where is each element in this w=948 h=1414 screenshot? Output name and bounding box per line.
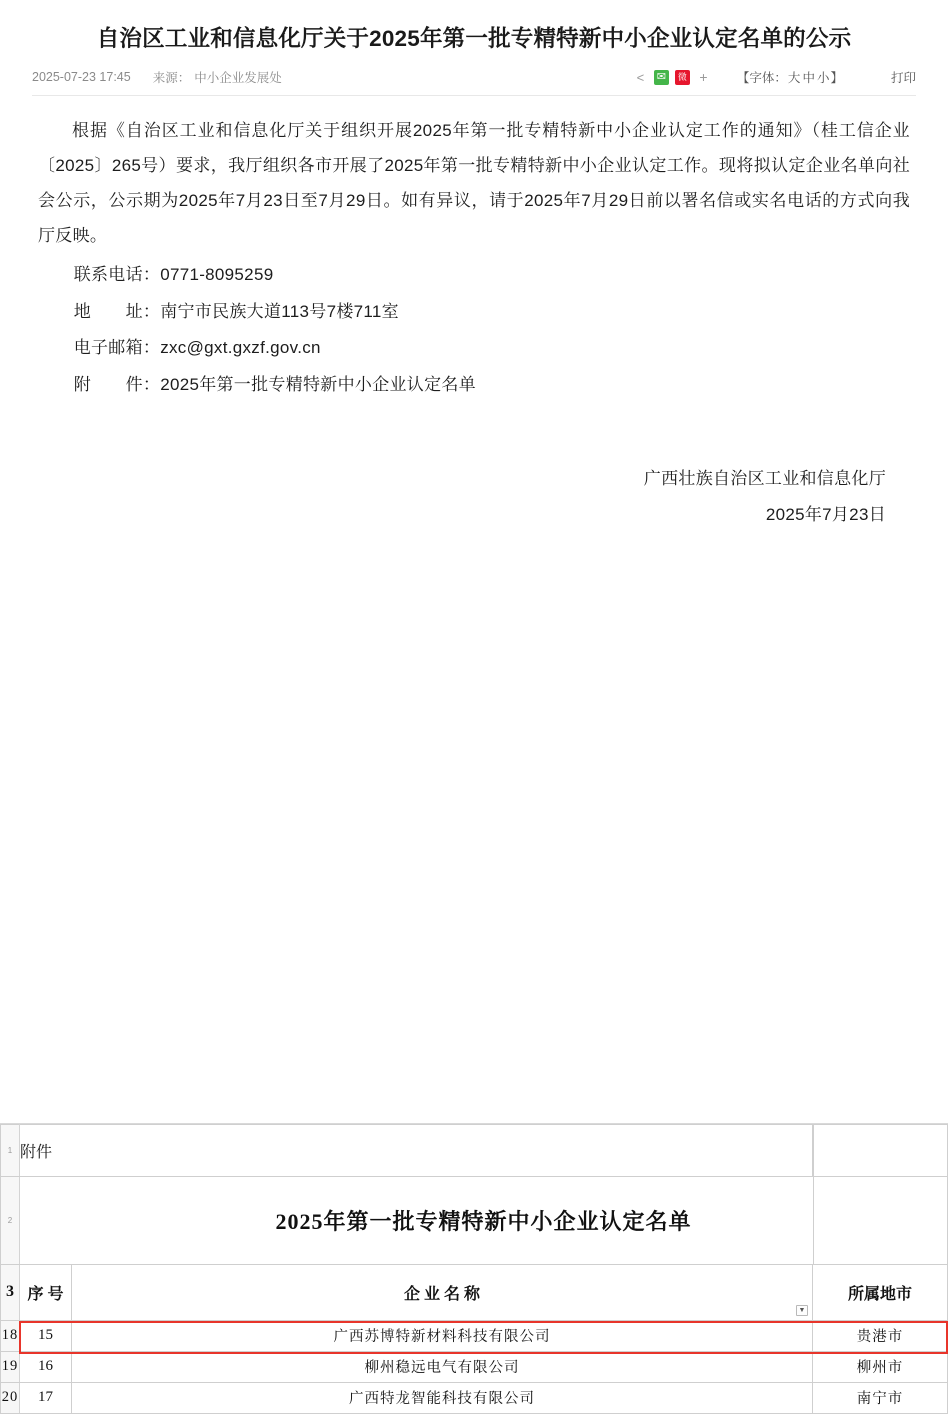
contact-value-phone: 0771-8095259 <box>160 264 274 284</box>
table-row[interactable] <box>1 1320 948 1351</box>
column-header-name[interactable] <box>72 1264 813 1320</box>
cell-city: 贵港市 <box>813 1320 948 1351</box>
row-number: 2 <box>1 1176 20 1264</box>
article-header <box>0 0 948 96</box>
column-header-no-label: 序 号 <box>27 1285 64 1303</box>
column-header-city-label: 所属地市 <box>847 1285 912 1303</box>
cell-city: 南宁市 <box>813 1382 948 1413</box>
cell-no: 15 <box>20 1320 72 1351</box>
cell-city: 柳州市 <box>813 1351 948 1382</box>
sheet-row-attachment <box>1 1124 948 1176</box>
cell-no: 17 <box>20 1382 72 1413</box>
contact-line-attachment <box>38 368 910 403</box>
column-header-no[interactable] <box>20 1264 72 1320</box>
contact-label-email: 电子邮箱： <box>73 338 161 358</box>
column-header-name-label: 企 业 名 称 <box>403 1285 480 1303</box>
contact-label-phone: 联系电话： <box>73 264 161 284</box>
row-number: 3 <box>1 1264 20 1320</box>
contact-line-phone <box>38 258 910 293</box>
signature-date: 2025年7月23日 <box>765 504 886 524</box>
print-button[interactable]: 打印 <box>890 71 916 86</box>
sheet-title: 2025年第一批专精特新中小企业认定名单 <box>20 1176 948 1264</box>
signature-block <box>38 461 910 532</box>
body-paragraph: 根据《自治区工业和信息化厅关于组织开展2025年第一批专精特新中小企业认定工作的通知》（桂工信企业〔2025〕265号）要求，我厅组织各市开展了2025年第一批专精特新中小企业认定工作。现将拟认定企业名单向社会公示，公示期为2025年7月23日至7月29日。如有异议，请于2025年7月29日前以署名信或实名电话的方式向我厅反映。 <box>38 121 910 245</box>
sheet-row-title <box>1 1176 948 1264</box>
chevron-down-icon[interactable]: ▼ <box>796 1305 808 1316</box>
cell-company-name: 柳州稳远电气有限公司 <box>72 1351 813 1382</box>
font-size-large[interactable]: 大 <box>787 71 801 86</box>
font-size-small[interactable]: 小 <box>816 71 830 86</box>
font-size-close-bracket: 】 <box>830 71 843 86</box>
contact-value-attachment[interactable]: 2025年第一批专精特新中小企业认定名单 <box>160 375 477 395</box>
cell-company-name: 广西特龙智能科技有限公司 <box>72 1382 813 1413</box>
publish-date: 2025-07-23 17:45 <box>32 70 131 85</box>
contact-label-address: 地 址： <box>73 301 161 321</box>
signature-org: 广西壮族自治区工业和信息化厅 <box>643 469 886 489</box>
row-number: 19 <box>1 1351 20 1382</box>
contact-line-address <box>38 295 910 330</box>
table-row[interactable] <box>1 1351 948 1382</box>
cell-no: 16 <box>20 1351 72 1382</box>
row-number: 20 <box>1 1382 20 1413</box>
page-title: 自治区工业和信息化厅关于2025年第一批专精特新中小企业认定名单的公示 <box>96 26 852 51</box>
sheet-row-header <box>1 1264 948 1320</box>
spreadsheet-grid <box>0 1124 948 1414</box>
source-value: 中小企业发展处 <box>194 71 282 86</box>
article-body <box>0 96 948 532</box>
wechat-icon[interactable]: ✉ <box>654 70 669 85</box>
attachment-label-cell: 附件 <box>20 1124 813 1176</box>
contact-label-attachment: 附 件： <box>73 375 161 395</box>
share-group <box>633 70 711 85</box>
font-size-label: 【字体： <box>736 71 787 86</box>
column-header-city[interactable] <box>813 1264 948 1320</box>
attachment-empty-cell <box>813 1124 948 1176</box>
font-size-medium[interactable]: 中 <box>802 71 815 86</box>
more-share-icon[interactable]: + <box>699 69 708 86</box>
contact-line-email <box>38 331 910 366</box>
contact-value-address: 南宁市民族大道113号7楼711室 <box>160 301 399 321</box>
font-size-control[interactable] <box>737 68 843 86</box>
attachment-spreadsheet <box>0 1123 948 1414</box>
column-divider <box>813 1124 814 1264</box>
contact-value-email: zxc@gxt.gxzf.gov.cn <box>160 338 321 358</box>
row-number: 18 <box>1 1320 20 1351</box>
share-icon[interactable]: < <box>636 69 645 85</box>
source-label: 来源： <box>152 71 191 86</box>
table-row[interactable] <box>1 1382 948 1413</box>
article-meta-bar <box>32 68 916 96</box>
row-number: 1 <box>1 1124 20 1176</box>
weibo-icon[interactable]: 微 <box>675 70 690 85</box>
cell-company-name: 广西苏博特新材料科技有限公司 <box>72 1320 813 1351</box>
